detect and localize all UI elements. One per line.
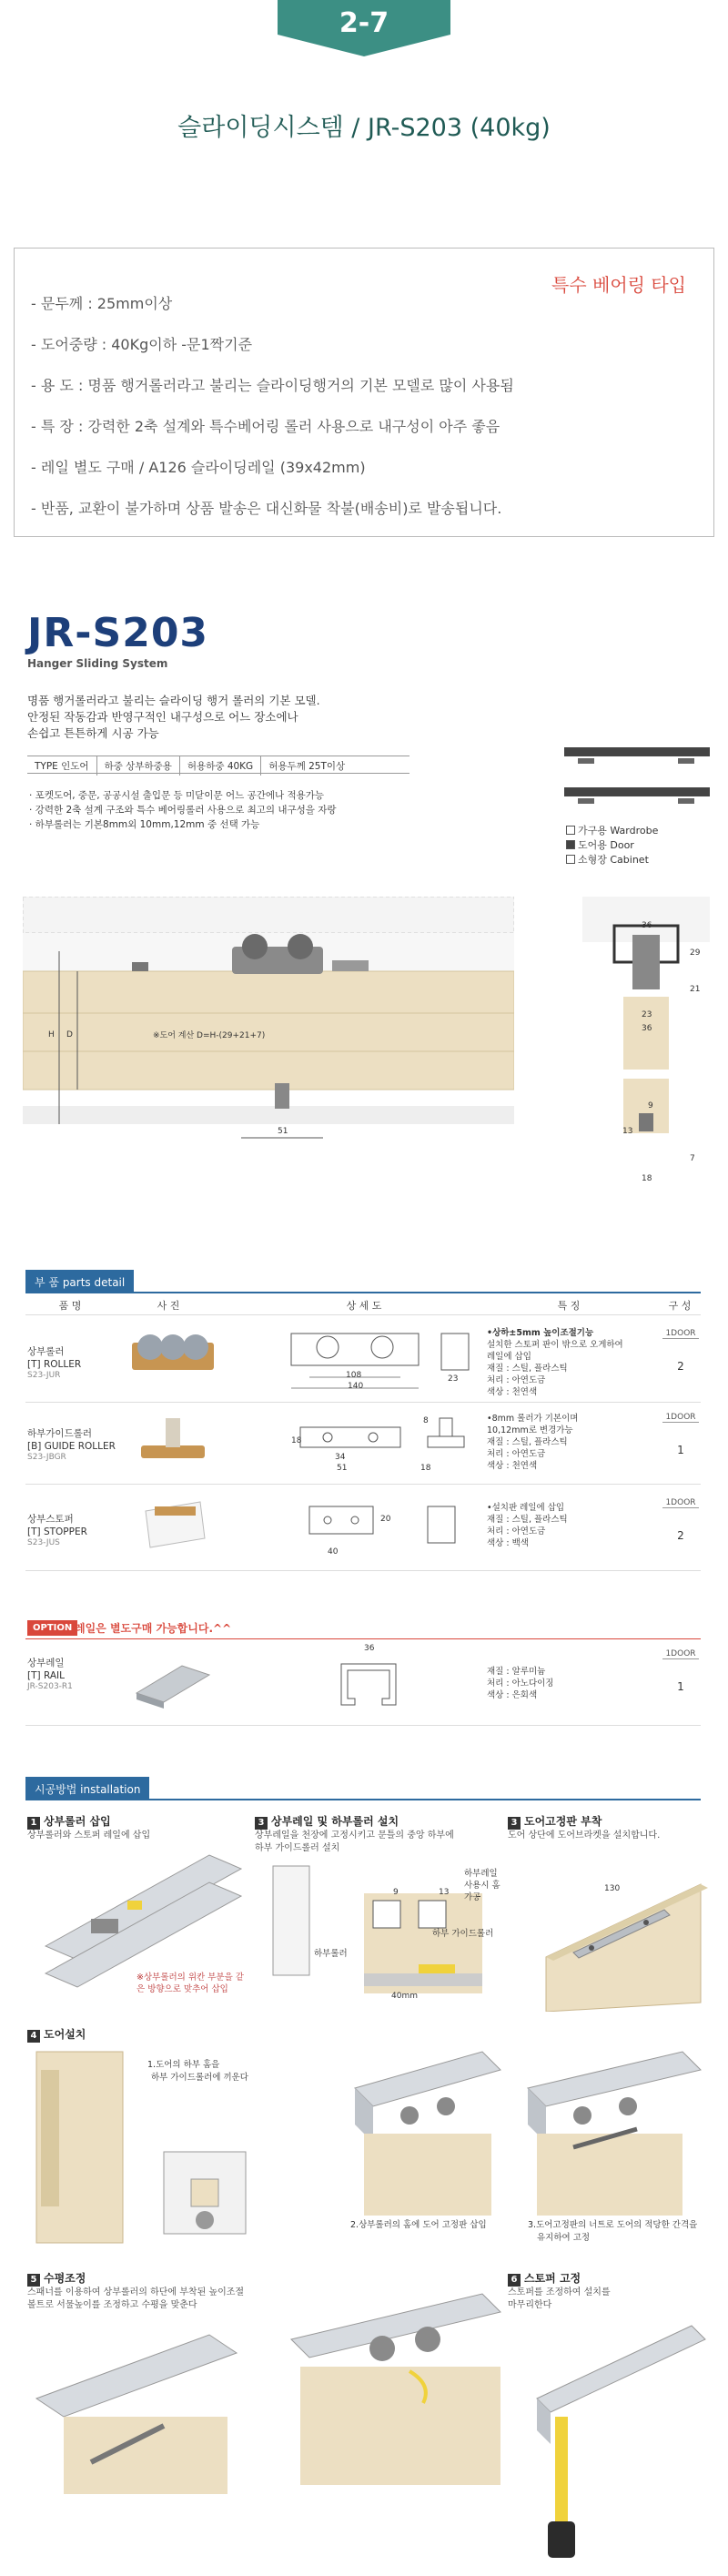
part-features: •상하±5mm 높이조절기능 설치한 스토퍼 판이 밖으로 오게하여 레일에 삽입 재질 : 스틸, 플라스틱 처리 : 아연도금 색상 : 천연색 — [487, 1328, 623, 1397]
table-row-divider — [25, 1402, 701, 1403]
dim-23: 23 — [448, 1374, 459, 1384]
legend-swatch — [566, 840, 575, 849]
intro-line: 손쉽고 튼튼하게 시공 가능 — [27, 726, 159, 740]
dim-36-top: 36 — [642, 921, 652, 930]
table-row-divider — [25, 1725, 701, 1726]
door-formula: ※도어 계산 D=H-(29+21+7) — [153, 1031, 266, 1040]
config-header: 1DOOR — [662, 1498, 699, 1508]
config-header: 1DOOR — [662, 1329, 699, 1339]
dim-51: 51 — [278, 1127, 288, 1136]
config-header: 1DOOR — [662, 1413, 699, 1423]
rail-section-drawing — [332, 1655, 405, 1719]
step-5-adjust-illustration — [27, 2317, 255, 2499]
step-5-wrench-illustration — [273, 2285, 510, 2494]
step-1-title: 1 상부롤러 삽입 — [27, 1813, 111, 1830]
spec-type: TYPE 인도어 — [27, 756, 97, 776]
step-4-roller-illustration — [346, 2043, 510, 2225]
dim-36-bottom: 36 — [642, 1024, 652, 1033]
dim-130: 130 — [604, 1884, 621, 1893]
step-1-desc: 상부롤러와 스토퍼 레일에 삽입 — [27, 1831, 151, 1841]
option-text: 레일은 별도구매 가능합니다.^^ — [75, 1622, 232, 1635]
step-4-title: 4 도어설치 — [27, 2026, 86, 2043]
col-name: 품 명 — [58, 1300, 82, 1312]
model-subtitle: Hanger Sliding System — [27, 657, 168, 670]
upper-roller-drawing — [273, 1324, 487, 1397]
step-2-label-groove: 하부레일 사용시 홈 가공 — [464, 1869, 500, 1902]
step-2-desc-line: 하부 가이드롤러 설치 — [255, 1843, 340, 1853]
dim-rail-36: 36 — [364, 1644, 375, 1653]
table-row-divider — [25, 1570, 701, 1571]
col-detail: 상 세 도 — [346, 1300, 382, 1312]
rail-profile-illustration — [560, 742, 714, 815]
dim-18: 18 — [642, 1174, 652, 1183]
table-row-divider — [25, 1484, 701, 1485]
dim-34: 34 — [335, 1453, 346, 1462]
option-badge: OPTION — [27, 1620, 77, 1636]
config-header: 1DOOR — [662, 1649, 699, 1659]
parts-section-divider — [25, 1292, 701, 1293]
step-2-label-roller: 하부롤러 — [314, 1949, 348, 1959]
model-name: JR-S203 — [27, 610, 209, 656]
intro-line: 안정된 작동감과 반영구적인 내구성으로 어느 장소에나 — [27, 710, 298, 724]
install-section-tab: 시공방법 installation — [25, 1777, 149, 1800]
section-number: 2-7 — [339, 7, 389, 39]
dim-29: 29 — [690, 948, 701, 958]
spec-box — [14, 248, 714, 537]
feature-bullet: · 강력한 2축 설계 구조와 특수 베어링롤러 사용으로 최고의 내구성을 자랑 — [29, 805, 337, 816]
guide-roller-drawing — [282, 1414, 482, 1477]
config-qty: 2 — [677, 1360, 684, 1373]
config-qty: 1 — [677, 1680, 684, 1693]
legend-swatch — [566, 826, 575, 835]
legend-door: 도어용 Door — [566, 837, 634, 852]
legend-wardrobe: 가구용 Wardrobe — [566, 823, 658, 837]
step-2-desc-line: 상부레일을 천장에 고정시키고 문틀의 중앙 하부에 — [255, 1831, 454, 1841]
option-row: 상부레일 [T] RAIL JR-S203-R1 — [27, 1658, 73, 1691]
feature-badge: 특수 베어링 타입 — [551, 274, 686, 296]
dim-140: 140 — [348, 1382, 364, 1391]
step-6-stopper-illustration — [528, 2317, 710, 2562]
dim-7: 7 — [690, 1154, 695, 1163]
option-specs: 재질 : 알루미늄 처리 : 아노다이징 색상 : 은회색 — [487, 1667, 554, 1700]
installation-elevation-diagram — [23, 897, 514, 1170]
step-2-label-guide: 하부 가이드롤러 — [432, 1929, 494, 1939]
step-4-plate-illustration — [519, 2043, 710, 2225]
spec-shipping: - 반품, 교환이 불가하며 상품 발송은 대신화물 착불(배송비)로 발송됩니다. — [31, 500, 502, 517]
col-photo: 사 진 — [157, 1300, 180, 1312]
guide-roller-photo — [127, 1409, 218, 1477]
step-4-note: 3.도어고정판의 너트로 도어의 적당한 간격을 — [528, 2220, 698, 2230]
part-features: •설치판 레일에 삽입 재질 : 스틸, 플라스틱 처리 : 아연도금 색상 : 백색 — [487, 1503, 568, 1548]
table-row-divider — [25, 1314, 701, 1315]
option-divider — [25, 1638, 701, 1639]
intro-line: 명품 행거롤러라고 불리는 슬라이딩 행거 롤러의 기본 모델. — [27, 694, 320, 707]
step-3-desc: 도어 상단에 도어브라켓을 설치합니다. — [508, 1831, 661, 1841]
dim-13: 13 — [439, 1888, 450, 1897]
dim-9: 9 — [393, 1888, 399, 1897]
dim-108: 108 — [346, 1371, 362, 1380]
dim-20: 20 — [380, 1515, 391, 1524]
step-3-title: 3 도어고정판 부착 — [508, 1813, 602, 1830]
dim-8: 8 — [423, 1416, 429, 1425]
dim-18: 18 — [291, 1436, 302, 1445]
step-6-title: 6 스토퍼 고정 — [508, 2270, 581, 2287]
step-3-illustration — [528, 1857, 710, 2012]
dim-51: 51 — [337, 1464, 348, 1473]
step-5-desc-line: 볼트로 서물높이를 조정하고 수평을 맞춘다 — [27, 2300, 197, 2310]
dim-9: 9 — [648, 1101, 653, 1111]
spec-usage: - 용 도 : 명품 행거롤러라고 불리는 슬라이딩행거의 기본 모델로 많이 사용됨 — [31, 377, 514, 394]
rail-photo — [127, 1652, 218, 1716]
dim-40mm: 40mm — [391, 1992, 418, 2001]
spec-load: 하중 상부하중용 — [97, 756, 180, 776]
config-qty: 2 — [677, 1529, 684, 1542]
dim-23: 23 — [642, 1010, 652, 1019]
page-title: 슬라이딩시스템 / JR-S203 (40kg) — [177, 114, 551, 142]
table-row: 상부스토퍼 [T] STOPPER S23-JUS — [27, 1514, 87, 1547]
step-4-note: 하부 가이드롤러에 끼운다 — [151, 2073, 248, 2083]
step-4-note: 2.상부롤러의 홈에 도어 고정판 삽입 — [350, 2220, 487, 2230]
table-row: 하부가이드롤러 [B] GUIDE ROLLER S23-JBGR — [27, 1428, 116, 1462]
dim-18b: 18 — [420, 1464, 431, 1473]
dim-13: 13 — [622, 1127, 633, 1136]
col-feature: 특 징 — [557, 1300, 581, 1312]
step-1-note: ※상부롤러의 위칸 부분을 같은 방향으로 맞추어 삽입 — [136, 1973, 244, 1994]
step-5-desc-line: 스패너를 이용하여 상부롤러의 하단에 부착된 높이조절 — [27, 2287, 245, 2297]
spec-rail: - 레일 별도 구매 / A126 슬라이딩레일 (39x42mm) — [31, 459, 366, 476]
dim-21: 21 — [690, 985, 701, 994]
spec-door-thickness: - 문두께 : 25mm이상 — [31, 295, 173, 312]
spec-door-weight: - 도어중량 : 40Kg이하 -문1짝기준 — [31, 336, 253, 353]
spec-thickness: 허용두께 25T이상 — [268, 761, 346, 772]
upper-roller-photo — [123, 1320, 223, 1393]
step-4-note: 1.도어의 하부 홈을 — [147, 2060, 220, 2070]
step-6-desc-line: 마무리한다 — [508, 2300, 552, 2310]
step-2-title: 3 상부레일 및 하부롤러 설치 — [255, 1813, 399, 1830]
table-row: 상부롤러 [T] ROLLER S23-JUR — [27, 1346, 82, 1380]
dim-h: H — [48, 1030, 55, 1040]
dim-40: 40 — [328, 1547, 339, 1557]
legend-swatch — [566, 855, 575, 864]
step-5-title: 5 수평조정 — [27, 2270, 86, 2287]
install-section-divider — [25, 1799, 701, 1800]
col-config: 구 성 — [668, 1300, 692, 1312]
spec-table — [27, 756, 410, 774]
feature-bullet: · 포켓도어, 중문, 공공시설 출입문 등 미닫이문 어느 공간에나 적용가능 — [29, 790, 325, 801]
legend-cabinet: 소형장 Cabinet — [566, 852, 649, 867]
feature-bullet: · 하부롤러는 기본8mm외 10mm,12mm 중 선택 가능 — [29, 819, 260, 830]
step-4-note: 유지하여 고정 — [537, 2233, 591, 2243]
step-6-desc-line: 스토퍼를 조정하여 설치를 — [508, 2287, 611, 2297]
stopper-photo — [132, 1493, 218, 1561]
spec-feature: - 특 장 : 강력한 2축 설계와 특수베어링 롤러 사용으로 내구성이 아주 좋음 — [31, 418, 500, 435]
parts-section-tab: 부 품 parts detail — [25, 1270, 134, 1293]
dim-d: D — [66, 1030, 73, 1040]
config-qty: 1 — [677, 1444, 684, 1456]
spec-max-load: 허용하중 40KG — [180, 756, 261, 776]
part-features: •8mm 롤러가 기본이며 10,12mm로 변경가능 재질 : 스틸, 플라스틱 처리 : 아연도금 색상 : 천연색 — [487, 1414, 579, 1471]
